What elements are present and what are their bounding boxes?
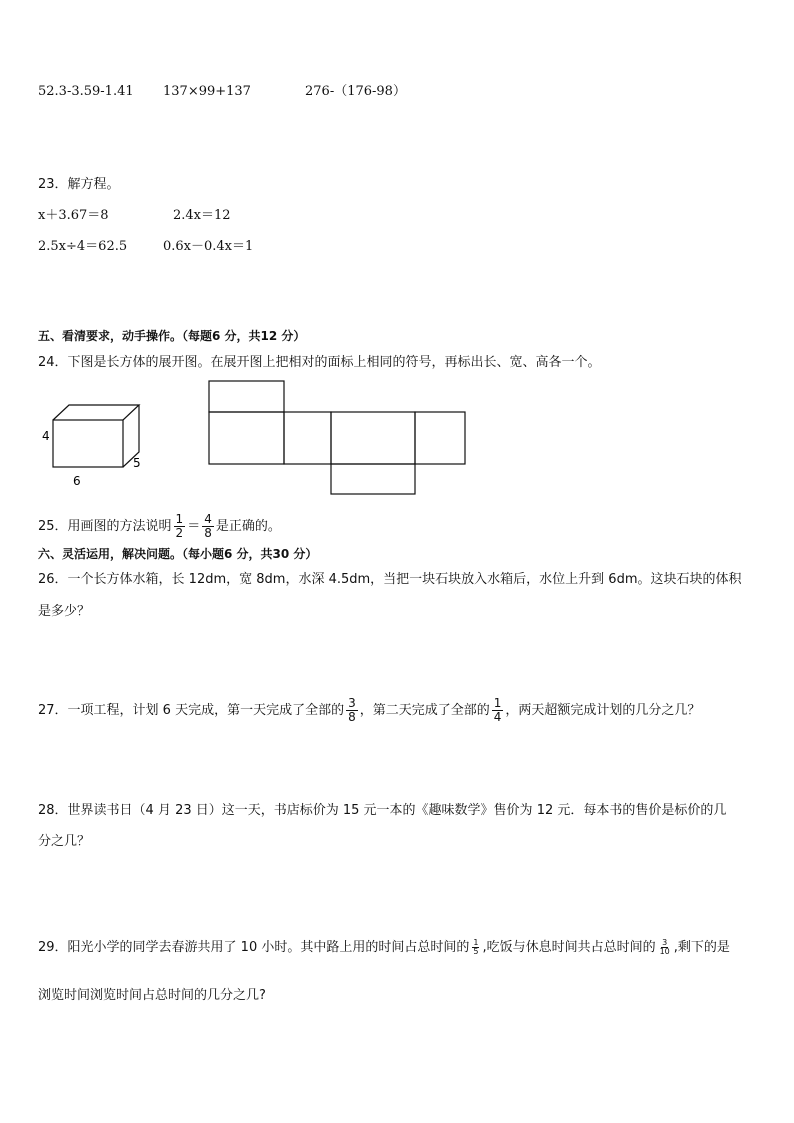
fraction-denominator: 4	[493, 710, 502, 724]
fraction-numerator: 1	[493, 696, 502, 710]
fraction-numerator: 3	[662, 938, 668, 947]
cuboid-figure	[36, 400, 166, 495]
fraction-one-quarter	[492, 697, 504, 724]
net-face-bottom	[331, 464, 415, 494]
q29-line-1	[38, 939, 730, 956]
fraction-four-eighths	[202, 513, 214, 540]
q23-equation-2: 2.4x＝12	[173, 208, 231, 223]
q26-line-2: 是多少？	[38, 604, 91, 619]
fraction-numerator: 1	[175, 512, 184, 526]
cuboid-height-label: 4	[42, 429, 50, 443]
fraction-denominator: 2	[175, 526, 184, 540]
net-face-4	[415, 412, 465, 464]
q23-title: 23．解方程。	[38, 177, 120, 192]
q28-line-2: 分之几？	[38, 834, 91, 849]
q29-line-2: 浏览时间浏览时间占总时间的几分之几?	[38, 988, 266, 1003]
q29-prefix: 29．阳光小学的同学去春游共用了 10 小时。其中路上用的时间占总时间的	[38, 940, 470, 955]
fraction-one-half	[174, 513, 186, 540]
fraction-denominator: 8	[348, 710, 356, 724]
net-face-1	[209, 412, 284, 464]
q23-equation-3: 2.5x÷4＝62.5	[38, 239, 128, 254]
fraction-three-eighths	[346, 697, 358, 724]
q25-line	[38, 513, 281, 540]
fraction-numerator: 3	[348, 696, 356, 710]
expression-2: 137×99+137	[163, 84, 251, 99]
expression-1: 52.3-3.59-1.41	[38, 84, 134, 99]
q23-equation-1: x＋3.67＝8	[38, 208, 109, 223]
q28-line-1: 28．世界读书日（4 月 23 日）这一天，书店标价为 15 元一本的《趣味数学》售价为 12 元．每本书的售价是标价的几	[38, 803, 727, 818]
q27-prefix: 27．一项工程，计划 6 天完成，第一天完成了全部的	[38, 703, 345, 718]
net-face-3	[331, 412, 415, 464]
cuboid-length-label: 6	[73, 474, 81, 488]
fraction-denominator: 5	[473, 947, 479, 956]
equals-sign: ＝	[187, 519, 201, 534]
q23-equation-4: 0.6x－0.4x＝1	[163, 239, 254, 254]
cuboid-front-face	[53, 420, 123, 467]
fraction-numerator: 1	[473, 938, 479, 947]
net-face-2	[284, 412, 331, 464]
q26-line-1: 26．一个长方体水箱，长 12dm，宽 8dm，水深 4.5dm，当把一块石块放入水箱后，水位上升到 6dm。这块石块的体积	[38, 572, 742, 587]
fraction-one-fifth	[471, 939, 480, 956]
fraction-denominator: 8	[204, 526, 212, 540]
fraction-numerator: 4	[204, 512, 212, 526]
fraction-three-tenths	[658, 939, 672, 956]
q24-text: 24．下图是长方体的展开图。在展开图上把相对的面标上相同的符号，再标出长、宽、高各一个。	[38, 355, 601, 370]
q27-mid: ，第二天完成了全部的	[359, 703, 490, 718]
q25-suffix: 是正确的。	[215, 519, 281, 534]
q29-mid: ,吃饭与休息时间共占总时间的	[482, 940, 656, 955]
fraction-denominator: 10	[659, 947, 670, 956]
section-5-heading: 五、看清要求，动手操作。（每题6 分，共12 分）	[38, 329, 306, 343]
q25-prefix: 25．用画图的方法说明	[38, 519, 172, 534]
cuboid-width-label: 5	[133, 456, 141, 470]
cuboid-net-figure	[205, 378, 465, 498]
net-face-top	[209, 381, 284, 412]
expression-3: 276-（176-98）	[305, 84, 406, 99]
q27-suffix: ，两天超额完成计划的几分之几？	[505, 703, 701, 718]
cuboid-top-face	[53, 405, 139, 420]
q29-suffix: ,剩下的是	[673, 940, 730, 955]
section-6-heading: 六、灵活运用，解决问题。（每小题6 分，共30 分）	[38, 547, 318, 561]
q27-line	[38, 697, 700, 724]
